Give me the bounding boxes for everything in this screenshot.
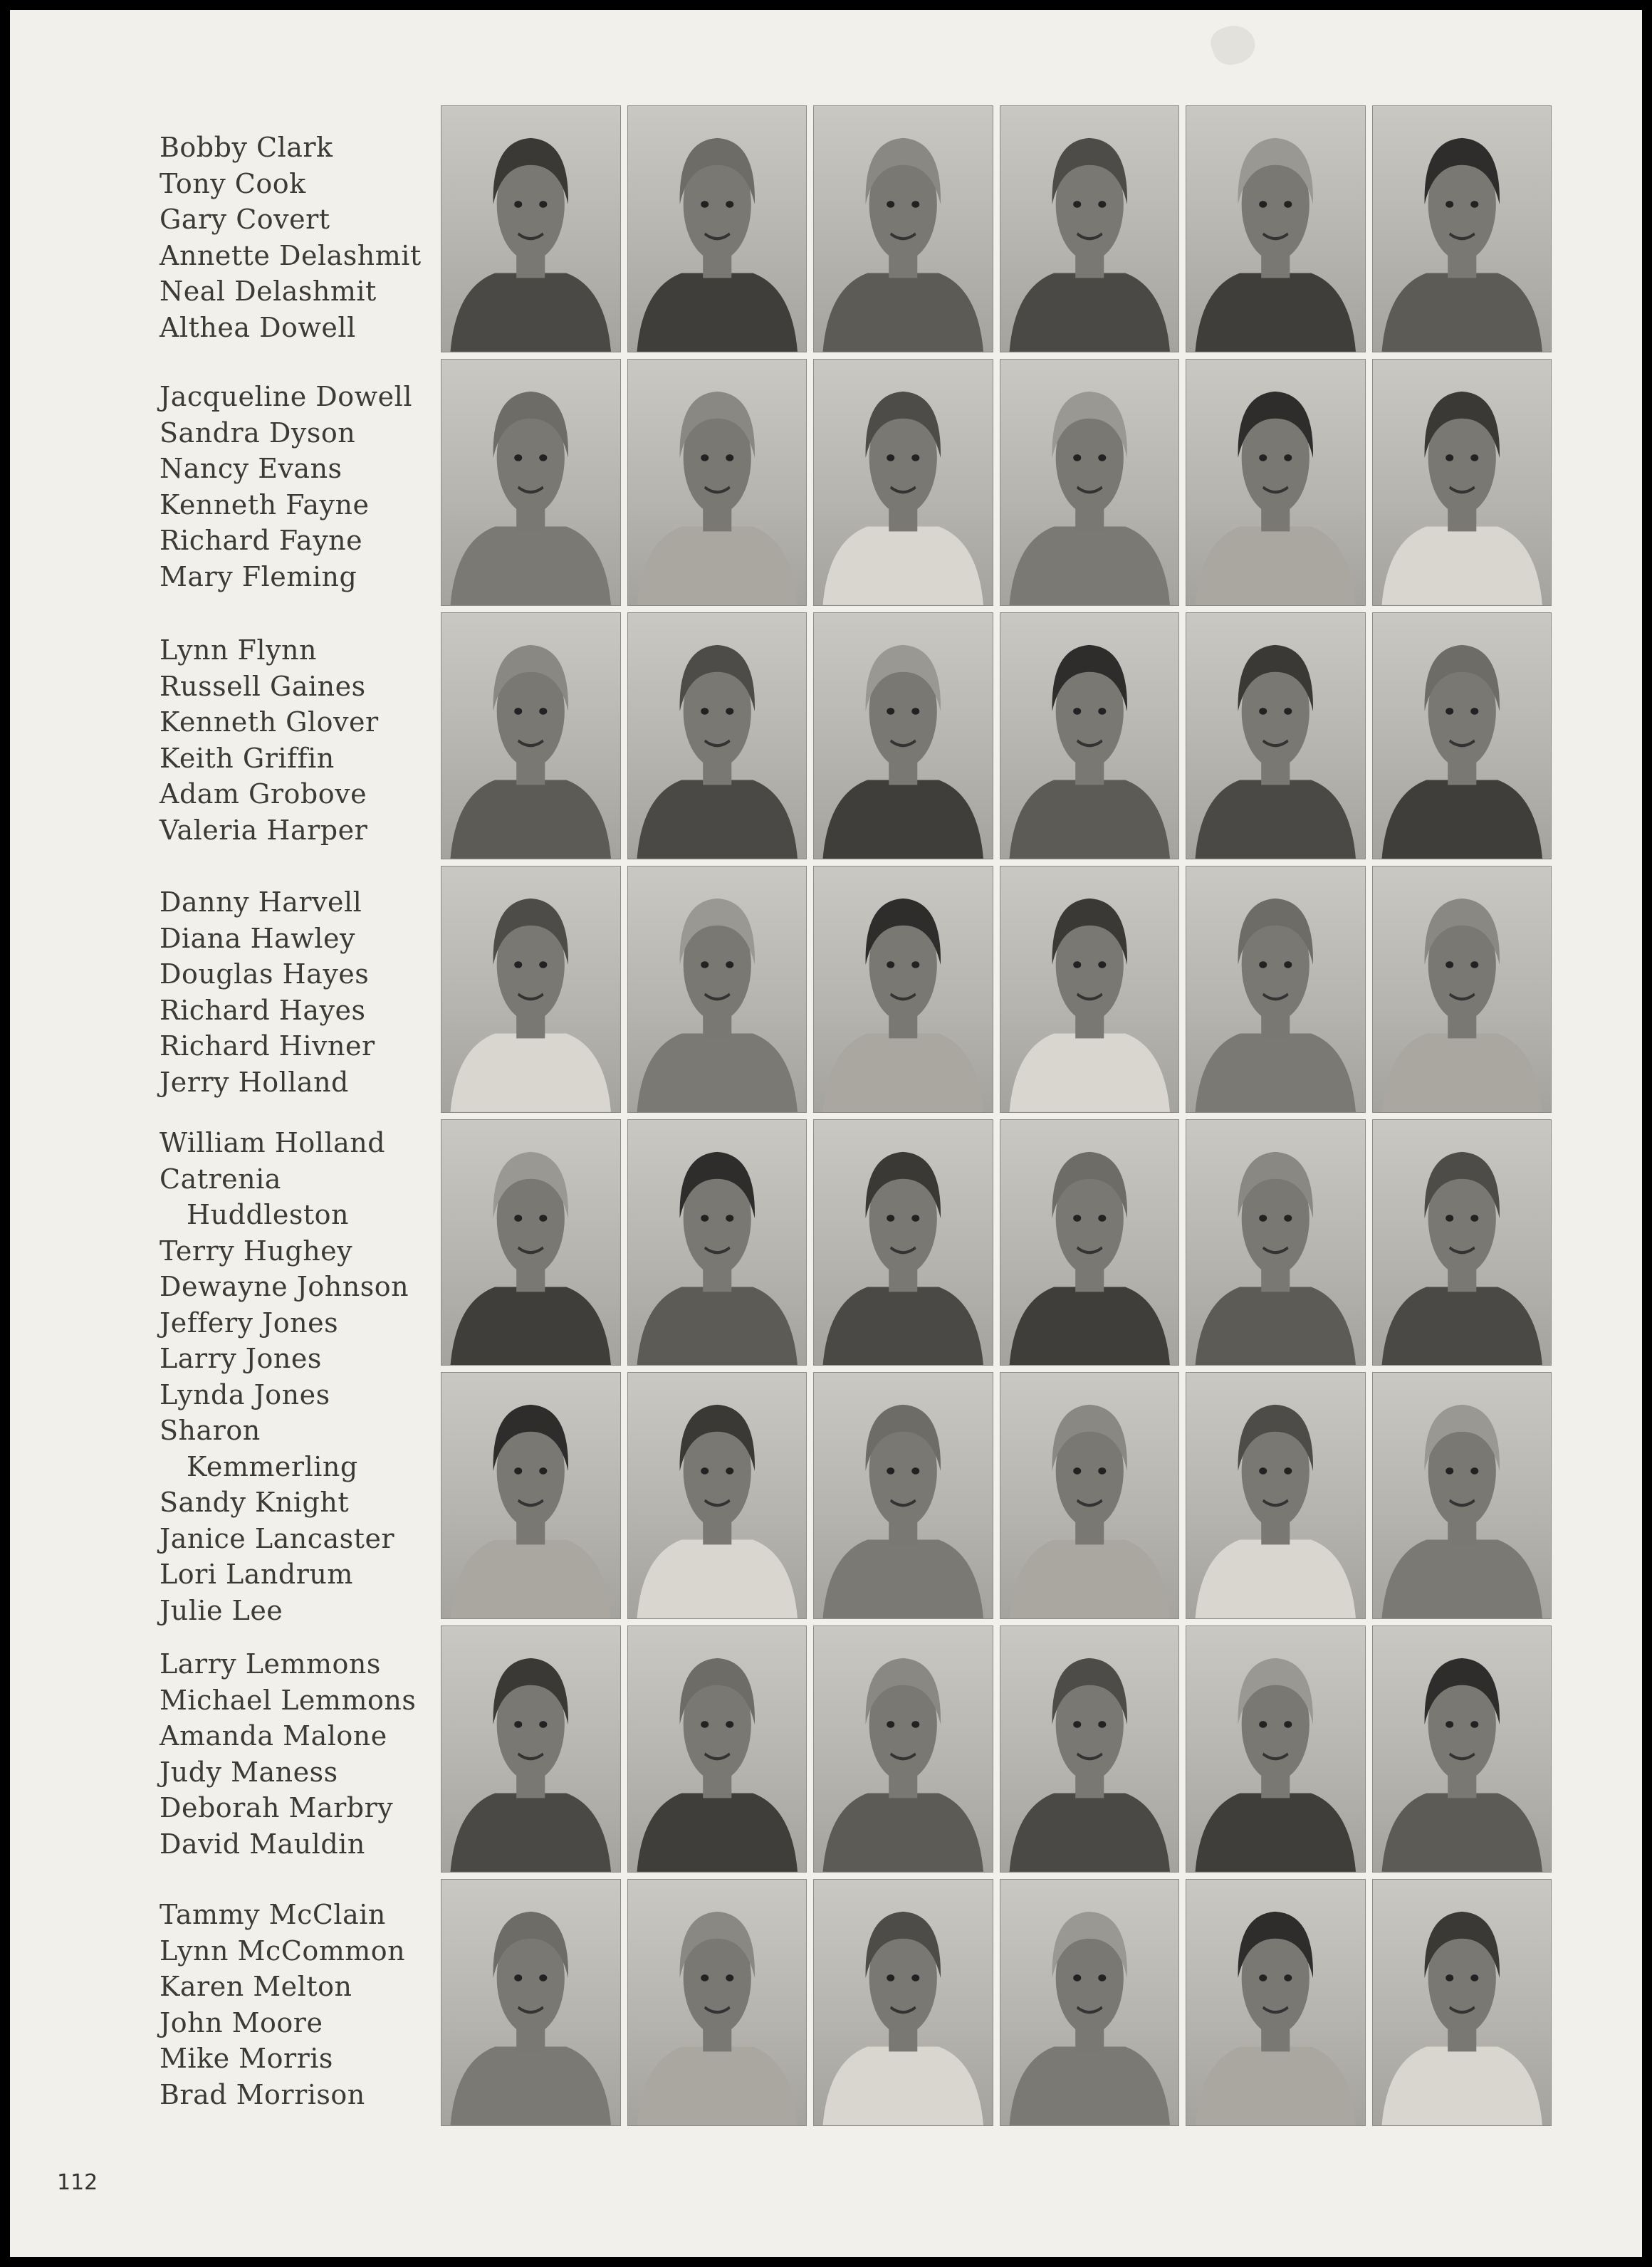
student-portrait xyxy=(1372,612,1552,859)
student-name: Sandy Knight xyxy=(160,1487,350,1518)
student-name: Larry Jones xyxy=(160,1343,322,1374)
student-portrait xyxy=(1186,359,1366,606)
student-name: David Mauldin xyxy=(160,1828,365,1860)
student-name: Catrenia xyxy=(160,1163,281,1195)
name-list-group-5 xyxy=(160,1125,409,1628)
student-portrait xyxy=(627,105,807,352)
student-name: Julie Lee xyxy=(160,1594,283,1626)
student-portrait xyxy=(1000,1372,1180,1619)
student-portrait xyxy=(813,1119,993,1366)
student-name: John Moore xyxy=(160,2006,323,2038)
student-name: Tammy McClain xyxy=(160,1899,386,1930)
student-portrait xyxy=(441,1879,621,2126)
student-name: Lynda Jones xyxy=(160,1378,330,1410)
name-list-group-1 xyxy=(160,130,422,345)
student-portrait xyxy=(1186,1879,1366,2126)
student-name: Judy Maness xyxy=(160,1756,338,1788)
student-portrait xyxy=(627,866,807,1113)
student-portrait xyxy=(1186,866,1366,1113)
student-name: Tony Cook xyxy=(160,167,306,199)
student-name: Douglas Hayes xyxy=(160,958,370,990)
student-portrait xyxy=(441,359,621,606)
student-name: Danny Harvell xyxy=(160,886,362,918)
student-portrait xyxy=(1000,1879,1180,2126)
student-name: Mary Fleming xyxy=(160,560,357,592)
student-name: Adam Grobove xyxy=(160,778,367,810)
student-portrait xyxy=(441,1119,621,1366)
student-portrait xyxy=(1372,866,1552,1113)
student-portrait xyxy=(1186,1119,1366,1366)
student-name: Sharon xyxy=(160,1415,261,1446)
student-portrait xyxy=(1186,1625,1366,1873)
student-name: Lori Landrum xyxy=(160,1559,353,1590)
student-name: Kemmerling xyxy=(187,1450,358,1482)
name-list-group-3 xyxy=(160,632,379,848)
student-portrait xyxy=(1186,1372,1366,1619)
student-portrait xyxy=(627,1119,807,1366)
student-name: Keith Griffin xyxy=(160,742,335,774)
student-portrait xyxy=(813,1372,993,1619)
student-name: Lynn Flynn xyxy=(160,634,317,666)
student-name: Gary Covert xyxy=(160,204,330,235)
student-portrait xyxy=(627,1372,807,1619)
student-portrait xyxy=(441,105,621,352)
student-name: Richard Fayne xyxy=(160,525,363,556)
student-name: Kenneth Glover xyxy=(160,706,379,738)
student-name: Annette Delashmit xyxy=(160,239,422,271)
student-portrait xyxy=(1372,1879,1552,2126)
student-name: Lynn McCommon xyxy=(160,1934,406,1967)
student-name: Jerry Holland xyxy=(160,1066,349,1098)
student-name: Huddleston xyxy=(187,1199,350,1230)
student-name: Nancy Evans xyxy=(160,453,343,484)
student-portrait xyxy=(813,105,993,352)
paper-blemish xyxy=(1207,19,1260,70)
student-portrait xyxy=(1000,866,1180,1113)
name-list-group-7 xyxy=(160,1897,405,2112)
name-list-group-6 xyxy=(160,1646,416,1862)
name-list-group-4 xyxy=(160,884,375,1100)
student-portrait xyxy=(813,359,993,606)
student-name: Richard Hayes xyxy=(160,994,366,1026)
portrait-grid xyxy=(441,105,1552,2126)
student-portrait xyxy=(1372,105,1552,352)
student-portrait xyxy=(441,612,621,859)
page-number: 112 xyxy=(57,2170,98,2195)
student-name: Diana Hawley xyxy=(160,922,355,954)
student-portrait xyxy=(627,1625,807,1873)
student-name: William Holland xyxy=(160,1127,386,1158)
student-portrait xyxy=(1000,1119,1180,1366)
student-name: Michael Lemmons xyxy=(160,1684,417,1716)
student-portrait xyxy=(813,1879,993,2126)
name-list-group-2 xyxy=(160,379,412,595)
student-name: Jacqueline Dowell xyxy=(160,381,412,412)
student-name: Kenneth Fayne xyxy=(160,488,370,520)
student-name: Bobby Clark xyxy=(160,132,333,163)
student-portrait xyxy=(1372,359,1552,606)
student-name: Althea Dowell xyxy=(160,311,356,343)
student-portrait xyxy=(1000,612,1180,859)
student-name: Richard Hivner xyxy=(160,1030,375,1062)
student-name: Valeria Harper xyxy=(160,814,368,846)
student-portrait xyxy=(1000,105,1180,352)
student-portrait xyxy=(1372,1625,1552,1873)
student-name: Sandra Dyson xyxy=(160,417,356,449)
student-portrait xyxy=(1186,105,1366,352)
student-portrait xyxy=(627,1879,807,2126)
student-name: Neal Delashmit xyxy=(160,276,377,307)
student-name: Terry Hughey xyxy=(160,1235,353,1267)
student-portrait xyxy=(1372,1119,1552,1366)
student-name: Mike Morris xyxy=(160,2043,333,2074)
student-portrait xyxy=(441,1625,621,1873)
student-portrait xyxy=(627,612,807,859)
student-portrait xyxy=(1000,1625,1180,1873)
student-portrait xyxy=(813,612,993,859)
student-portrait xyxy=(441,1372,621,1619)
student-portrait xyxy=(627,359,807,606)
student-name: Dewayne Johnson xyxy=(160,1271,409,1302)
student-name: Jeffery Jones xyxy=(160,1307,339,1339)
student-portrait xyxy=(1000,359,1180,606)
student-portrait xyxy=(1186,612,1366,859)
student-portrait xyxy=(1372,1372,1552,1619)
student-name: Janice Lancaster xyxy=(160,1522,395,1554)
student-name: Amanda Malone xyxy=(160,1720,387,1752)
student-name: Deborah Marbry xyxy=(160,1792,394,1823)
student-name: Karen Melton xyxy=(160,1971,352,2002)
student-portrait xyxy=(813,1625,993,1873)
student-name: Brad Morrison xyxy=(160,2078,365,2110)
student-portrait xyxy=(813,866,993,1113)
yearbook-page xyxy=(10,10,1642,2257)
student-name: Larry Lemmons xyxy=(160,1648,381,1680)
student-name: Russell Gaines xyxy=(160,670,366,702)
student-portrait xyxy=(441,866,621,1113)
